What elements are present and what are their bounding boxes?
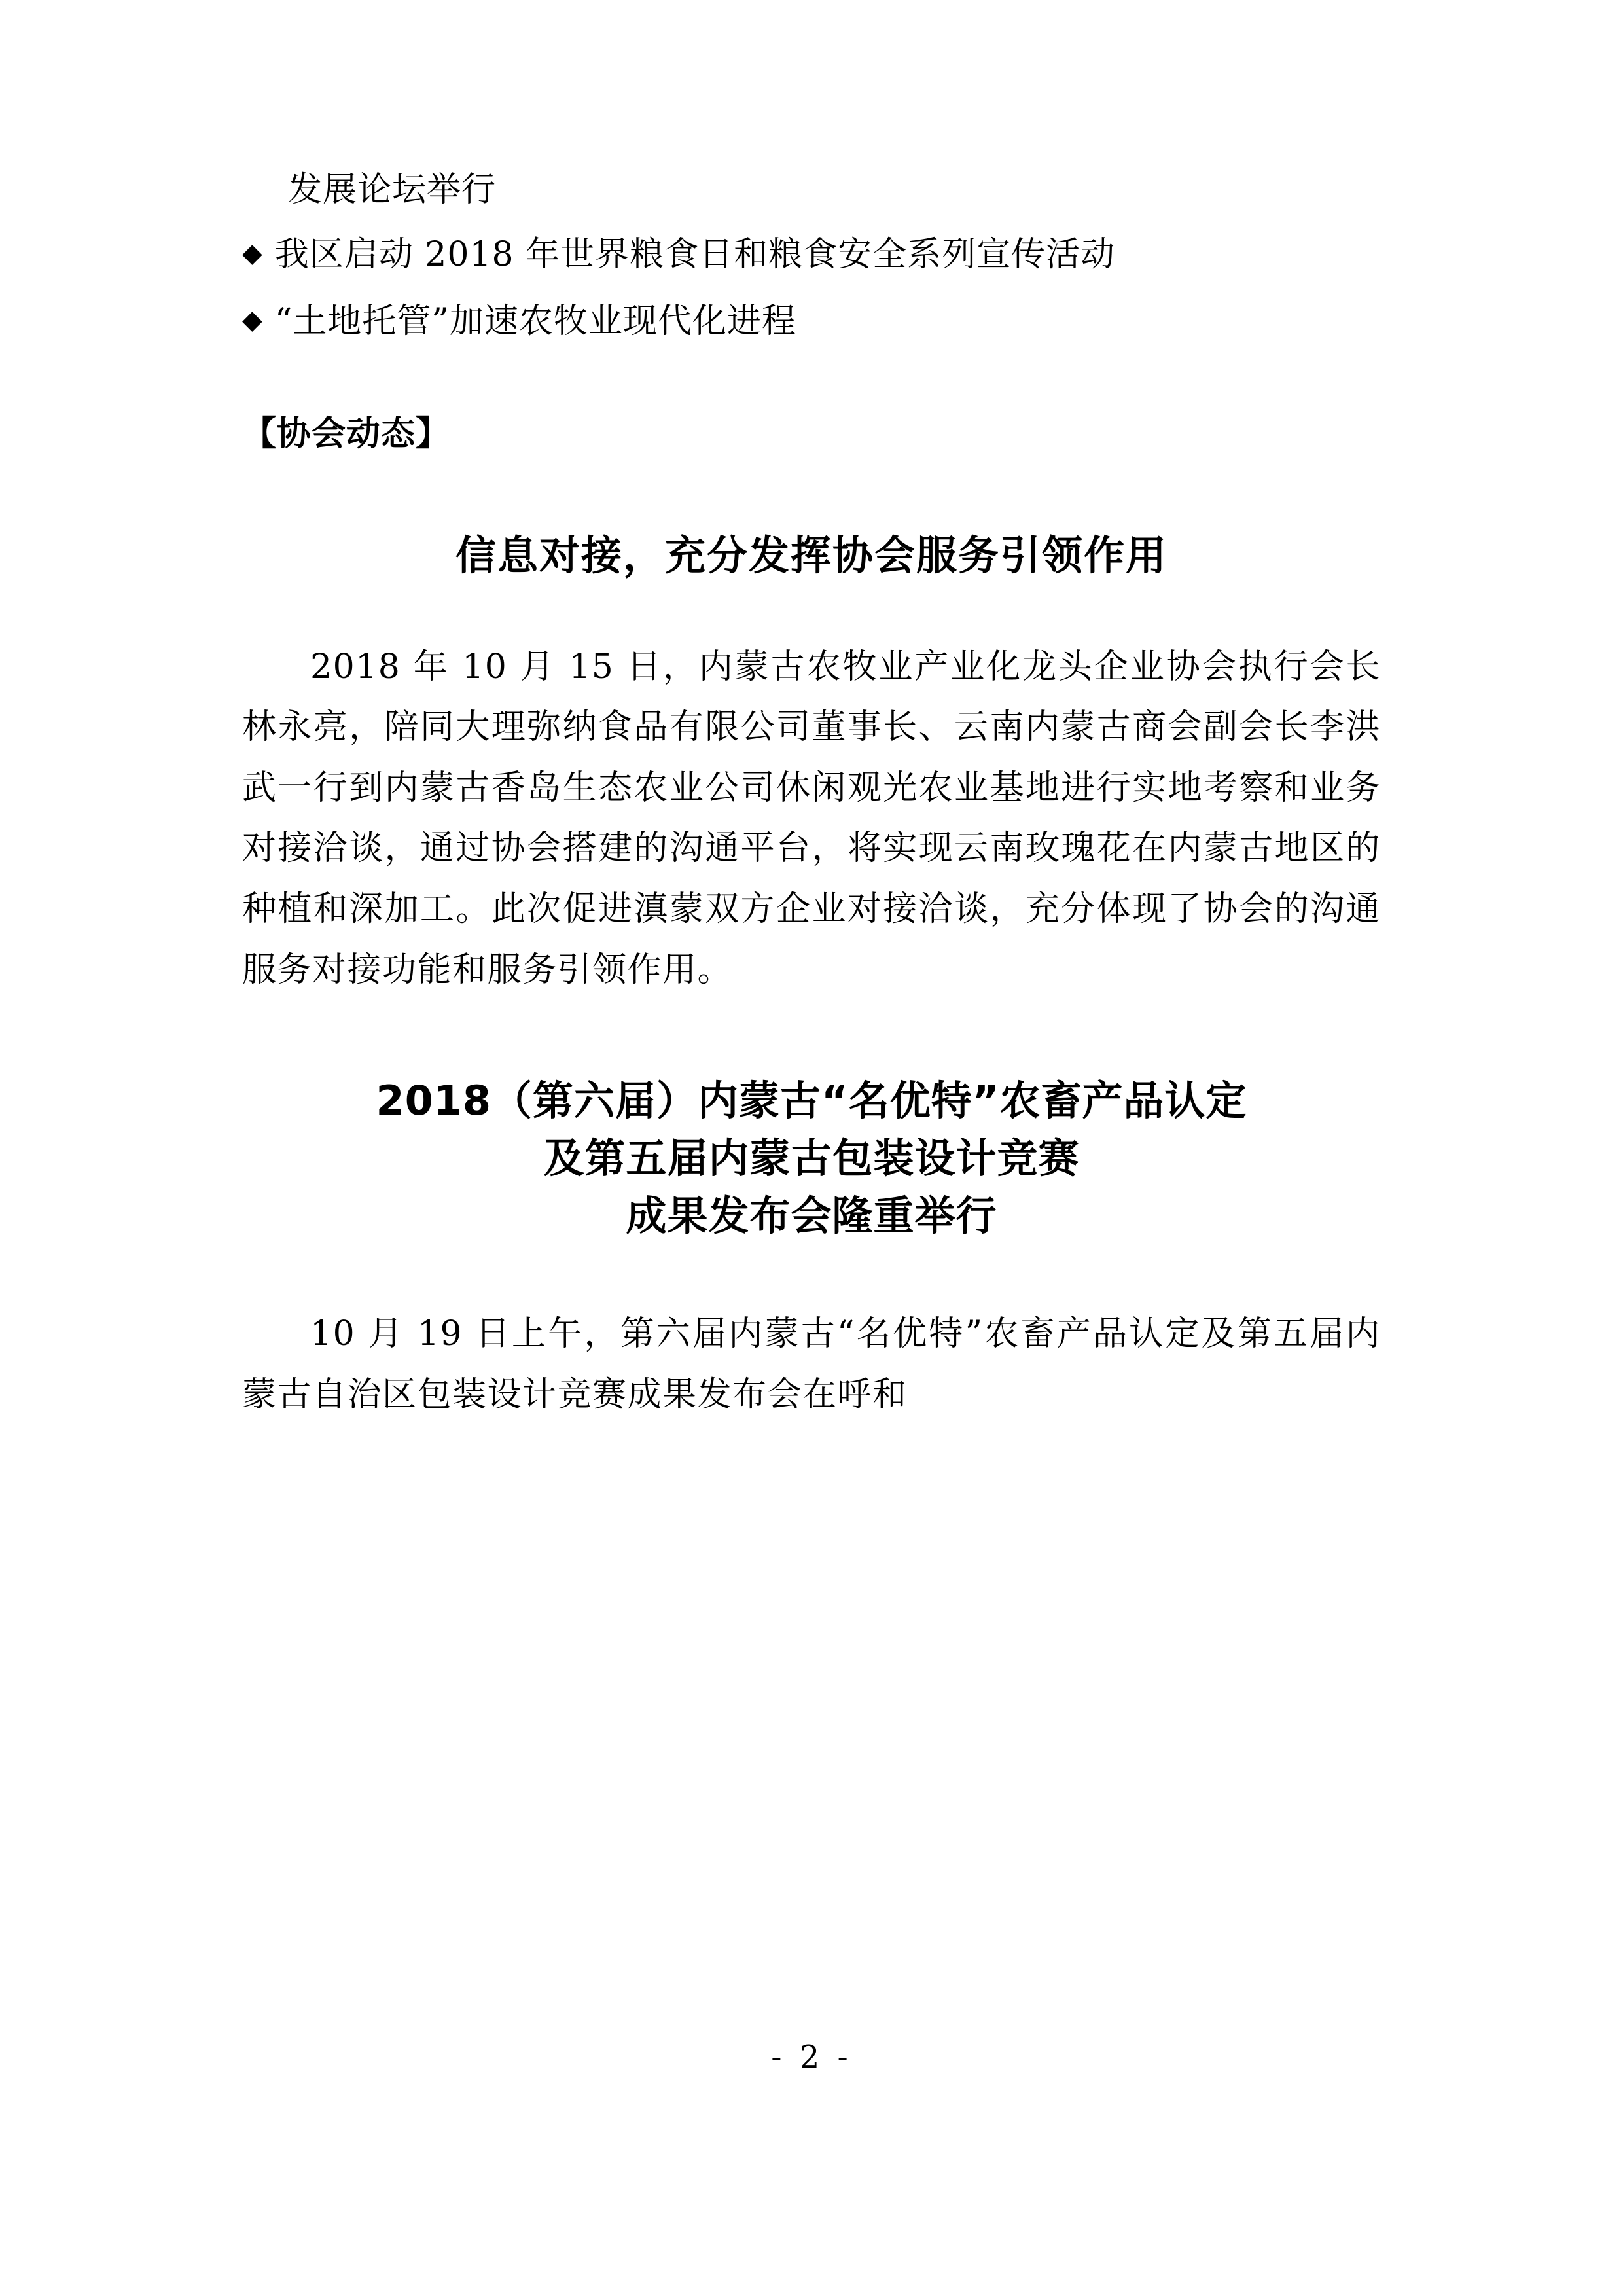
article-two-paragraph: 10 月 19 日上午，第六届内蒙古“名优特”农畜产品认定及第五届内蒙古自治区包装设计竞赛成果发布会在呼和 [242,1314,1381,1414]
list-item [242,295,1381,348]
article-one-paragraph: 2018 年 10 月 15 日，内蒙古农牧业产业化龙头企业协会执行会长林永亮，陪同大理弥纳食品有限公司董事长、云南内蒙古商会副会长李洪武一行到内蒙古香岛生态农业公司休闲观光农业基地进行实地考察和业务对接洽谈，通过协会搭建的沟通平台，将实现云南玫瑰花在内蒙古地区的种植和深加工。此次促进滇蒙双方企业对接洽谈，充分体现了协会的沟通服务对接功能和服务引领作用。 [242,647,1381,990]
diamond-bullet-icon: ◆ [242,238,263,268]
page-content [242,164,1381,1425]
diamond-bullet-icon: ◆ [242,305,263,336]
list-item-label: “土地托管”加速农牧业现代化进程 [274,302,796,342]
section-heading: 【协会动态】 [242,413,451,454]
list-item-label: 我区启动 2018 年世界粮食日和粮食安全系列宣传活动 [274,234,1116,274]
article-two-title-line-1: 2018（第六届）内蒙古“名优特”农畜产品认定 [376,1077,1247,1125]
page-number: - 2 - [771,2039,852,2075]
article-two-title-line-2: 及第五届内蒙古包装设计竞赛 [543,1134,1080,1183]
article-two-title [242,1072,1381,1245]
article-one-title: 信息对接，充分发挥协会服务引领作用 [455,531,1168,579]
article-two-title-line-3: 成果发布会隆重举行 [626,1192,997,1240]
toc-continuation-line: 发展论坛举行 [288,170,497,209]
list-item [242,228,1381,281]
